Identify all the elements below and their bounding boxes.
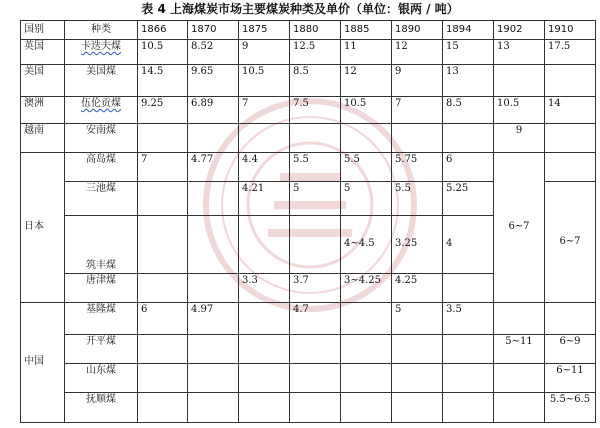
header-cell: 1894 — [443, 21, 494, 40]
price-cell: 9 — [494, 124, 545, 152]
price-cell: 4.21 — [239, 182, 290, 216]
coal-type-cell: 筑丰煤 — [65, 215, 138, 273]
price-cell — [188, 182, 239, 216]
price-cell — [392, 393, 443, 423]
price-cell: 4.97 — [188, 302, 239, 334]
price-cell: 3.7 — [290, 273, 341, 302]
price-cell — [341, 124, 392, 152]
price-cell: 5 — [392, 302, 443, 334]
header-cell: 种类 — [65, 21, 138, 40]
header-cell: 1902 — [494, 21, 545, 40]
header-cell: 国别 — [21, 21, 65, 40]
price-cell — [443, 364, 494, 393]
price-cell — [138, 215, 188, 273]
price-cell: 8.52 — [188, 40, 239, 65]
table-row — [21, 40, 596, 65]
price-cell: 13 — [443, 65, 494, 97]
header-cell: 1866 — [138, 21, 188, 40]
header-cell: 1885 — [341, 21, 392, 40]
price-cell — [443, 334, 494, 363]
price-cell: 3.3 — [239, 273, 290, 302]
coal-type-cell: 唐津煤 — [65, 273, 138, 302]
table-row — [21, 152, 596, 181]
price-cell — [341, 393, 392, 423]
price-cell: 5.5 — [341, 152, 392, 181]
price-cell: 6.89 — [188, 96, 239, 123]
price-cell: 14.5 — [138, 65, 188, 97]
price-cell: 9 — [392, 65, 443, 97]
price-cell: 4.25 — [392, 273, 443, 302]
table-row — [21, 124, 596, 152]
price-cell — [494, 65, 545, 97]
price-cell — [239, 124, 290, 152]
coal-type-cell: 抚顺煤 — [65, 393, 138, 423]
country-cell: 中国 — [21, 302, 65, 422]
price-cell: 15 — [443, 40, 494, 65]
price-cell: 6~9 — [545, 334, 596, 363]
price-cell — [290, 124, 341, 152]
price-cell: 4.7 — [290, 302, 341, 334]
price-cell: 4.4 — [239, 152, 290, 181]
table-row — [21, 364, 596, 393]
header-cell: 1890 — [392, 21, 443, 40]
price-cell — [239, 334, 290, 363]
price-cell: 8.5 — [443, 96, 494, 123]
coal-type-cell: 卡迭夫煤 — [65, 40, 138, 65]
price-cell — [443, 393, 494, 423]
price-cell: 7 — [392, 96, 443, 123]
table-row — [21, 96, 596, 123]
price-cell: 9.65 — [188, 65, 239, 97]
price-cell — [392, 364, 443, 393]
price-cell — [494, 302, 545, 334]
price-cell: 5 — [290, 182, 341, 216]
price-cell — [239, 364, 290, 393]
table-row — [21, 65, 596, 97]
price-cell: 11 — [341, 40, 392, 65]
price-cell: 5.5~6.5 — [545, 393, 596, 423]
price-cell: 4.77 — [188, 152, 239, 181]
price-cell: 12 — [341, 65, 392, 97]
price-cell — [290, 215, 341, 273]
price-cell — [188, 393, 239, 423]
price-cell: 7.5 — [290, 96, 341, 123]
price-cell — [188, 334, 239, 363]
price-cell — [138, 182, 188, 216]
price-cell — [494, 364, 545, 393]
price-cell: 3~4.25 — [341, 273, 392, 302]
coal-price-table — [20, 20, 596, 423]
price-cell: 5 — [341, 182, 392, 216]
price-cell — [138, 364, 188, 393]
price-cell — [188, 364, 239, 393]
price-cell: 9.25 — [138, 96, 188, 123]
price-cell: 5.75 — [392, 152, 443, 181]
price-cell — [494, 393, 545, 423]
header-cell: 1875 — [239, 21, 290, 40]
header-row — [21, 21, 596, 40]
price-cell — [138, 124, 188, 152]
country-cell: 英国 — [21, 40, 65, 65]
coal-type-cell: 山东煤 — [65, 364, 138, 393]
price-cell: 10.5 — [494, 96, 545, 123]
price-cell — [443, 124, 494, 152]
price-cell — [392, 334, 443, 363]
country-cell: 越南 — [21, 124, 65, 152]
price-cell: 12 — [392, 40, 443, 65]
coal-type-cell: 开平煤 — [65, 334, 138, 363]
price-cell — [545, 302, 596, 334]
price-cell — [138, 273, 188, 302]
price-cell — [188, 273, 239, 302]
price-cell — [290, 364, 341, 393]
price-cell: 6 — [138, 302, 188, 334]
coal-type-cell: 安南煤 — [65, 124, 138, 152]
price-cell: 10.5 — [341, 96, 392, 123]
price-cell — [341, 302, 392, 334]
coal-type-cell: 三池煤 — [65, 182, 138, 216]
country-cell: 澳洲 — [21, 96, 65, 123]
price-cell — [138, 393, 188, 423]
price-cell — [341, 364, 392, 393]
price-cell: 7 — [239, 96, 290, 123]
price-cell: 6~7 — [545, 182, 596, 303]
coal-type-cell: 伍伦贡煤 — [65, 96, 138, 123]
price-cell: 5.25 — [443, 182, 494, 216]
price-cell: 13 — [494, 40, 545, 65]
price-cell: 10.5 — [239, 65, 290, 97]
price-cell: 4~4.5 — [341, 215, 392, 273]
coal-type-cell: 美国煤 — [65, 65, 138, 97]
price-cell: 7 — [138, 152, 188, 181]
price-cell: 3.5 — [443, 302, 494, 334]
price-cell — [392, 124, 443, 152]
table-title: 表 4 上海煤炭市场主要煤炭种类及单价（单位：银两 / 吨） — [141, 2, 459, 16]
table-row — [21, 393, 596, 423]
price-cell — [545, 152, 596, 181]
price-cell — [188, 215, 239, 273]
price-cell — [290, 334, 341, 363]
price-cell — [545, 124, 596, 152]
price-cell: 17.5 — [545, 40, 596, 65]
header-cell: 1870 — [188, 21, 239, 40]
price-cell — [341, 334, 392, 363]
price-cell: 12.5 — [290, 40, 341, 65]
header-cell: 1880 — [290, 21, 341, 40]
price-cell — [239, 302, 290, 334]
price-cell — [138, 334, 188, 363]
price-cell: 5.5 — [392, 182, 443, 216]
price-cell: 5~11 — [494, 334, 545, 363]
price-cell — [188, 124, 239, 152]
price-cell: 4 — [443, 215, 494, 273]
price-cell: 10.5 — [138, 40, 188, 65]
price-cell: 8.5 — [290, 65, 341, 97]
price-cell: 14 — [545, 96, 596, 123]
price-cell: 9 — [239, 40, 290, 65]
price-cell — [239, 215, 290, 273]
price-cell: 6 — [443, 152, 494, 181]
table-row — [21, 334, 596, 363]
price-cell — [443, 273, 494, 302]
price-cell: 3.25 — [392, 215, 443, 273]
price-cell: 6~11 — [545, 364, 596, 393]
country-cell: 美国 — [21, 65, 65, 97]
country-cell: 日本 — [21, 152, 65, 302]
price-cell — [239, 393, 290, 423]
price-cell: 6~7 — [494, 152, 545, 302]
header-cell: 1910 — [545, 21, 596, 40]
table-row — [21, 302, 596, 334]
coal-type-cell: 高岛煤 — [65, 152, 138, 181]
price-cell — [290, 393, 341, 423]
coal-type-cell: 基隆煤 — [65, 302, 138, 334]
price-cell — [545, 65, 596, 97]
price-cell: 5.5 — [290, 152, 341, 181]
